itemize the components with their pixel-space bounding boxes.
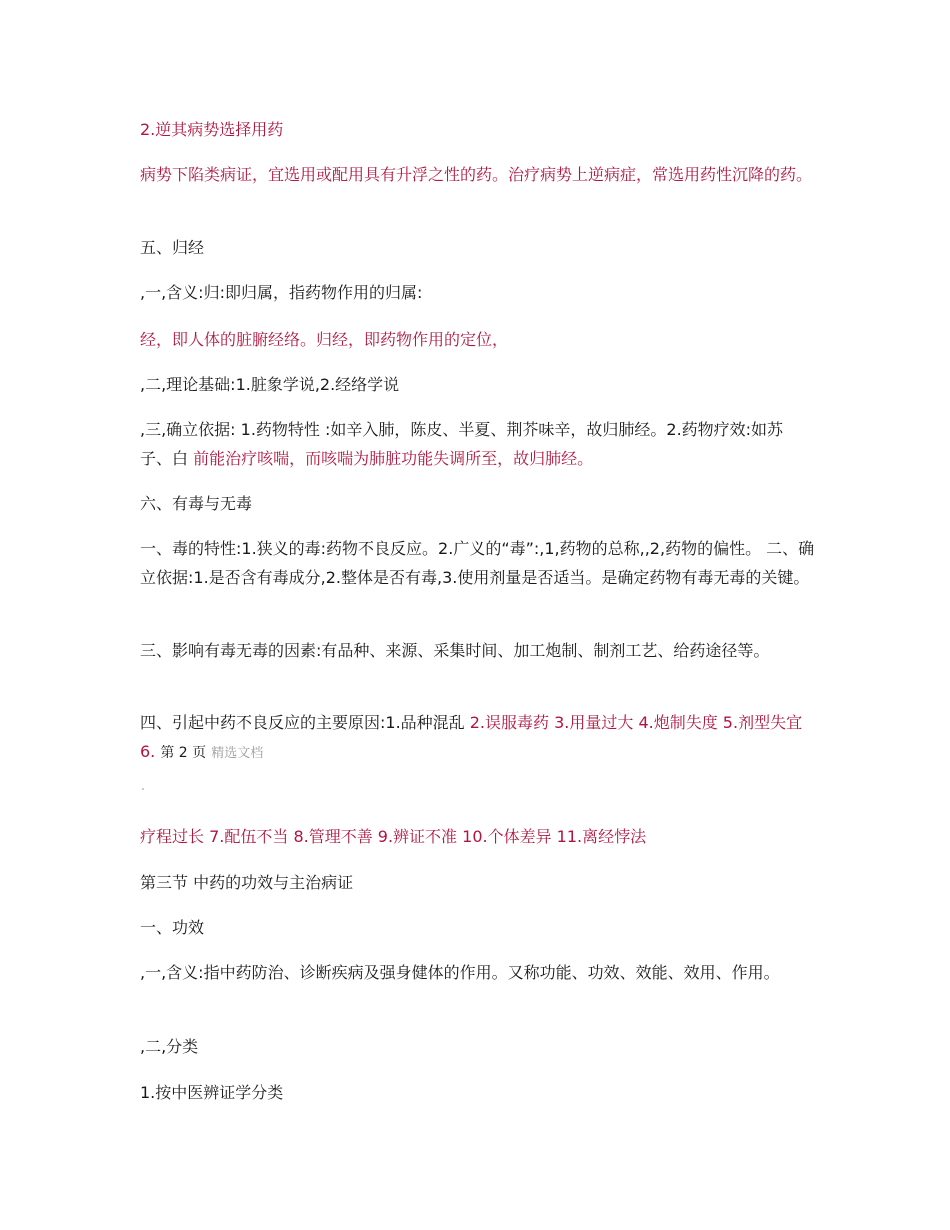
basis-highlight: 前能治疗咳喘，而咳喘为肺脏功能失调所至，故归肺经。 — [193, 449, 594, 468]
paragraph-classification-1: 1.按中医辨证学分类 — [140, 1083, 284, 1102]
paragraph-meridian-definition: 经，即人体的脏腑经络。归经，即药物作用的定位， — [140, 330, 509, 349]
causes-text: 四、引起中药不良反应的主要原因:1.品种混乱 — [140, 713, 470, 732]
heading-meridian-tropism: 五、归经 — [140, 238, 205, 257]
paragraph-efficacy-meaning: ,一,含义:指中药防治、诊断疾病及强身健体的作用。又称功能、功效、效能、效用、作用。 — [140, 963, 780, 982]
paragraph-basis-established — [140, 415, 815, 473]
heading-reverse-trend: 2.逆其病势选择用药 — [140, 120, 284, 139]
footer-note: 精选文档 — [211, 746, 264, 761]
heading-section-three: 第三节 中药的功效与主治病证 — [140, 873, 354, 892]
heading-efficacy: 一、功效 — [140, 918, 205, 937]
paragraph-toxicity-factors: 三、影响有毒无毒的因素:有品种、来源、采集时间、加工炮制、制剂工艺、给药途径等。 — [140, 641, 770, 660]
heading-classification: ,二,分类 — [140, 1037, 199, 1056]
paragraph-trend-drugs: 病势下陷类病证，宜选用或配用具有升浮之性的药。治疗病势上逆病症，常选用药性沉降的药。 — [140, 165, 813, 184]
basis-text: ,三,确立依据: 1.药物特性 :如辛入肺，陈皮、半夏、荆芥味辛，故归肺经。2.药物疗效:如苏子、白 — [140, 420, 784, 468]
paragraph-theory-basis: ,二,理论基础:1.脏象学说,2.经络学说 — [140, 375, 400, 394]
causes-highlight: 2.误服毒药 3.用量过大 4.炮制失度 5.剂型失宜 6. — [140, 713, 803, 761]
heading-toxicity: 六、有毒与无毒 — [140, 494, 253, 513]
paragraph-adverse-causes-continued: 疗程过长 7.配伍不当 8.管理不善 9.辨证不准 10.个体差异 11.离经悖法 — [140, 827, 647, 846]
page-break-mark — [142, 788, 144, 790]
paragraph-toxicity-features: 一、毒的特性:1.狭义的毒:药物不良反应。2.广义的“毒”:,1,药物的总称,,2,药物的偏性。 二、确立依据:1.是否含有毒成分,2.整体是否有毒,3.使用剂量是否适当。是确定药物有毒无毒的关键。 — [140, 539, 815, 587]
paragraph-adverse-causes — [140, 708, 815, 768]
page-number: 第 2 页 — [160, 745, 207, 761]
paragraph-meaning: ,一,含义:归:即归属，指药物作用的归属: — [140, 283, 423, 302]
